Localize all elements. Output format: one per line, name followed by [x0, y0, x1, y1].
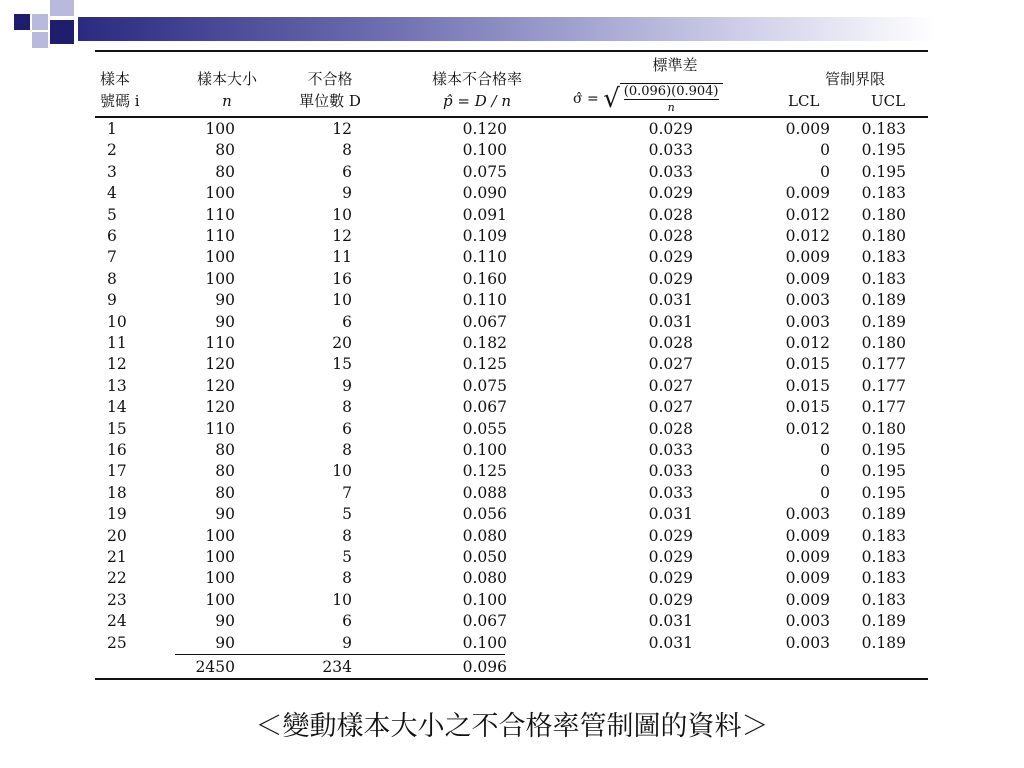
- cell-defects: 5: [342, 505, 352, 524]
- header-defect-rate: 樣本不合格率 p̂ = D / n: [431, 70, 522, 110]
- cell-sample-size: 100: [205, 526, 235, 545]
- cell-std-dev: 0.031: [648, 312, 693, 331]
- cell-defect-rate: 0.110: [462, 291, 507, 310]
- cell-sample-size: 100: [205, 548, 235, 566]
- deco-square-5: [50, 20, 74, 44]
- cell-std-dev: 0.033: [648, 162, 693, 181]
- table-row: [95, 591, 928, 613]
- cell-lcl: 0.009: [785, 526, 830, 545]
- cell-ucl: 0.195: [861, 483, 906, 502]
- totals-rule: [175, 654, 505, 655]
- cell-std-dev: 0.033: [648, 483, 693, 502]
- cell-lcl: 0: [820, 462, 830, 481]
- cell-sample-size: 100: [205, 269, 235, 288]
- cell-defects: 8: [342, 141, 352, 160]
- cell-sample-no: 5: [107, 205, 117, 224]
- deco-square-2: [32, 14, 48, 30]
- cell-std-dev: 0.029: [648, 184, 693, 203]
- cell-ucl: 0.183: [861, 269, 906, 288]
- cell-sample-no: 23: [107, 590, 127, 609]
- table-row: [95, 163, 928, 185]
- cell-lcl: 0.003: [785, 612, 830, 631]
- header-std-title: 標準差: [652, 56, 698, 74]
- cell-sample-no: 4: [107, 184, 117, 203]
- cell-sample-no: 2: [107, 141, 117, 160]
- cell-std-dev: 0.028: [648, 334, 693, 352]
- cell-lcl: 0: [820, 141, 830, 160]
- table-row: [95, 334, 928, 356]
- cell-std-dev: 0.028: [648, 205, 693, 224]
- table-row: [95, 355, 928, 377]
- cell-sample-no: 11: [107, 334, 127, 352]
- cell-sample-no: 14: [107, 398, 127, 417]
- cell-std-dev: 0.031: [648, 505, 693, 524]
- cell-sample-no: 10: [107, 312, 127, 331]
- cell-ucl: 0.183: [861, 569, 906, 588]
- cell-ucl: 0.195: [861, 141, 906, 160]
- cell-std-dev: 0.027: [648, 398, 693, 417]
- cell-sample-no: 7: [107, 248, 117, 267]
- deco-square-4: [32, 32, 48, 48]
- table-row: [95, 270, 928, 292]
- cell-sample-size: 120: [205, 355, 235, 374]
- cell-defect-rate: 0.075: [462, 376, 507, 395]
- cell-sample-size: 80: [215, 462, 235, 481]
- cell-defect-rate: 0.050: [462, 548, 507, 566]
- cell-ucl: 0.183: [861, 526, 906, 545]
- cell-ucl: 0.180: [861, 419, 906, 438]
- cell-lcl: 0: [820, 441, 830, 459]
- cell-sample-no: 19: [107, 505, 127, 524]
- cell-sample-size: 80: [215, 141, 235, 160]
- cell-defect-rate: 0.125: [462, 462, 507, 481]
- cell-lcl: 0.003: [785, 291, 830, 310]
- cell-defect-rate: 0.182: [462, 334, 507, 352]
- table-row: [95, 548, 928, 570]
- cell-lcl: 0: [820, 483, 830, 502]
- cell-sample-size: 90: [215, 633, 235, 652]
- cell-defect-rate: 0.067: [462, 398, 507, 417]
- cell-sample-no: 12: [107, 355, 127, 374]
- cell-ucl: 0.189: [861, 291, 906, 310]
- header-bottom-rule: [95, 116, 928, 118]
- cell-lcl: 0.009: [785, 120, 830, 138]
- table-row: [95, 527, 928, 549]
- header-std-formula: σ̂ = √ $\frac{(0.096)(0.904)}{n}$: [573, 83, 723, 115]
- cell-defects: 8: [342, 441, 352, 459]
- cell-defect-rate: 0.067: [462, 312, 507, 331]
- cell-sample-size: 90: [215, 291, 235, 310]
- cell-sample-no: 17: [107, 462, 127, 481]
- table-row: [95, 120, 928, 142]
- cell-ucl: 0.183: [861, 184, 906, 203]
- table-bottom-rule: [95, 678, 928, 680]
- cell-defects: 9: [342, 376, 352, 395]
- cell-defects: 15: [332, 355, 352, 374]
- table-row: [95, 462, 928, 484]
- cell-defect-rate: 0.088: [462, 483, 507, 502]
- slide-caption: ＜變動樣本大小之不合格率管制圖的資料＞: [255, 711, 769, 742]
- cell-sample-size: 110: [205, 227, 235, 245]
- cell-defects: 10: [332, 291, 352, 310]
- cell-sample-size: 110: [205, 334, 235, 352]
- cell-defects: 20: [332, 334, 352, 352]
- cell-sample-size: 100: [205, 569, 235, 588]
- cell-std-dev: 0.031: [648, 612, 693, 631]
- total-defect-rate: 0.096: [462, 658, 507, 676]
- cell-sample-size: 100: [205, 248, 235, 267]
- cell-ucl: 0.195: [861, 462, 906, 481]
- cell-sample-no: 3: [107, 162, 117, 181]
- header-control-limits: 管制界限: [824, 70, 885, 88]
- cell-defects: 9: [342, 184, 352, 203]
- table-row: [95, 141, 928, 163]
- cell-ucl: 0.177: [861, 398, 906, 417]
- cell-defect-rate: 0.120: [462, 120, 507, 138]
- cell-defects: 6: [342, 162, 352, 181]
- cell-lcl: 0.009: [785, 569, 830, 588]
- cell-ucl: 0.189: [861, 505, 906, 524]
- table-row: [95, 634, 928, 656]
- cell-sample-size: 80: [215, 162, 235, 181]
- table-top-rule: [95, 50, 928, 52]
- cell-defects: 6: [342, 419, 352, 438]
- cell-defect-rate: 0.125: [462, 355, 507, 374]
- cell-sample-size: 90: [215, 312, 235, 331]
- cell-defect-rate: 0.080: [462, 526, 507, 545]
- cell-lcl: 0.003: [785, 633, 830, 652]
- table-row: [95, 612, 928, 634]
- cell-sample-size: 80: [215, 483, 235, 502]
- cell-lcl: 0: [820, 162, 830, 181]
- cell-sample-no: 20: [107, 526, 127, 545]
- cell-defects: 10: [332, 462, 352, 481]
- cell-std-dev: 0.033: [648, 462, 693, 481]
- cell-defects: 16: [332, 269, 352, 288]
- cell-std-dev: 0.031: [648, 633, 693, 652]
- cell-ucl: 0.189: [861, 312, 906, 331]
- cell-ucl: 0.195: [861, 162, 906, 181]
- cell-std-dev: 0.033: [648, 441, 693, 459]
- cell-sample-size: 90: [215, 505, 235, 524]
- cell-sample-size: 110: [205, 205, 235, 224]
- cell-sample-no: 25: [107, 633, 127, 652]
- cell-sample-size: 110: [205, 419, 235, 438]
- table-row: [95, 505, 928, 527]
- cell-std-dev: 0.029: [648, 248, 693, 267]
- header-ucl: UCL: [871, 92, 906, 110]
- cell-std-dev: 0.029: [648, 590, 693, 609]
- cell-defects: 10: [332, 205, 352, 224]
- cell-std-dev: 0.029: [648, 526, 693, 545]
- cell-defect-rate: 0.100: [462, 441, 507, 459]
- cell-sample-no: 1: [107, 120, 117, 138]
- cell-sample-size: 100: [205, 184, 235, 203]
- cell-defect-rate: 0.100: [462, 141, 507, 160]
- cell-std-dev: 0.027: [648, 355, 693, 374]
- cell-std-dev: 0.027: [648, 376, 693, 395]
- cell-defects: 8: [342, 526, 352, 545]
- cell-defect-rate: 0.091: [462, 205, 507, 224]
- total-sample-size: 2450: [195, 658, 235, 676]
- cell-sample-no: 24: [107, 612, 127, 631]
- cell-defects: 5: [342, 548, 352, 566]
- cell-lcl: 0.012: [785, 227, 830, 245]
- cell-sample-size: 100: [205, 120, 235, 138]
- table-row: [95, 206, 928, 228]
- deco-square-1: [14, 14, 30, 30]
- cell-defects: 6: [342, 312, 352, 331]
- table-row: [95, 398, 928, 420]
- cell-ucl: 0.177: [861, 355, 906, 374]
- cell-sample-no: 8: [107, 269, 117, 288]
- cell-std-dev: 0.029: [648, 548, 693, 566]
- table-row: [95, 420, 928, 442]
- cell-defects: 8: [342, 398, 352, 417]
- table-row: [95, 227, 928, 249]
- cell-defect-rate: 0.160: [462, 269, 507, 288]
- table-row: [95, 484, 928, 506]
- cell-ucl: 0.189: [861, 633, 906, 652]
- cell-std-dev: 0.031: [648, 291, 693, 310]
- cell-std-dev: 0.033: [648, 141, 693, 160]
- cell-ucl: 0.183: [861, 590, 906, 609]
- cell-ucl: 0.180: [861, 205, 906, 224]
- cell-lcl: 0.003: [785, 505, 830, 524]
- cell-ucl: 0.177: [861, 376, 906, 395]
- cell-defects: 11: [332, 248, 352, 267]
- cell-ucl: 0.180: [861, 334, 906, 352]
- cell-sample-no: 6: [107, 227, 117, 245]
- cell-defects: 12: [332, 227, 352, 245]
- cell-defects: 7: [342, 483, 352, 502]
- cell-sample-no: 21: [107, 548, 127, 566]
- cell-defect-rate: 0.080: [462, 569, 507, 588]
- cell-sample-no: 16: [107, 441, 127, 459]
- cell-std-dev: 0.028: [648, 227, 693, 245]
- cell-sample-no: 15: [107, 419, 127, 438]
- cell-defect-rate: 0.100: [462, 633, 507, 652]
- cell-sample-no: 13: [107, 376, 127, 395]
- cell-defect-rate: 0.100: [462, 590, 507, 609]
- cell-defect-rate: 0.056: [462, 505, 507, 524]
- cell-ucl: 0.183: [861, 248, 906, 267]
- total-defects: 234: [322, 658, 352, 676]
- cell-lcl: 0.012: [785, 205, 830, 224]
- cell-defects: 8: [342, 569, 352, 588]
- cell-lcl: 0.015: [785, 398, 830, 417]
- table-row: [95, 569, 928, 591]
- totals-row: [95, 658, 928, 678]
- cell-defects: 12: [332, 120, 352, 138]
- cell-defects: 6: [342, 612, 352, 631]
- cell-defect-rate: 0.075: [462, 162, 507, 181]
- header-defects: 不合格 單位數 D: [299, 70, 361, 110]
- cell-ucl: 0.189: [861, 612, 906, 631]
- table-row: [95, 377, 928, 399]
- table-row: [95, 313, 928, 335]
- table-row: [95, 248, 928, 270]
- cell-defect-rate: 0.109: [462, 227, 507, 245]
- cell-lcl: 0.015: [785, 355, 830, 374]
- cell-ucl: 0.183: [861, 548, 906, 566]
- cell-defect-rate: 0.110: [462, 248, 507, 267]
- cell-std-dev: 0.029: [648, 569, 693, 588]
- cell-lcl: 0.009: [785, 184, 830, 203]
- cell-lcl: 0.009: [785, 548, 830, 566]
- title-gradient-bar: [78, 17, 936, 41]
- cell-defect-rate: 0.055: [462, 419, 507, 438]
- cell-sample-size: 80: [215, 441, 235, 459]
- cell-std-dev: 0.028: [648, 419, 693, 438]
- cell-defect-rate: 0.067: [462, 612, 507, 631]
- table-row: [95, 441, 928, 463]
- cell-defects: 10: [332, 590, 352, 609]
- table-row: [95, 184, 928, 206]
- cell-ucl: 0.180: [861, 227, 906, 245]
- table-row: [95, 291, 928, 313]
- cell-std-dev: 0.029: [648, 269, 693, 288]
- cell-lcl: 0.009: [785, 269, 830, 288]
- cell-sample-no: 18: [107, 483, 127, 502]
- cell-lcl: 0.012: [785, 419, 830, 438]
- cell-lcl: 0.003: [785, 312, 830, 331]
- cell-sample-size: 120: [205, 398, 235, 417]
- cell-ucl: 0.183: [861, 120, 906, 138]
- cell-std-dev: 0.029: [648, 120, 693, 138]
- cell-sample-size: 90: [215, 612, 235, 631]
- header-sample-no: 樣本 號碼 i: [100, 70, 140, 110]
- cell-ucl: 0.195: [861, 441, 906, 459]
- cell-lcl: 0.009: [785, 590, 830, 609]
- cell-sample-no: 22: [107, 569, 127, 588]
- cell-sample-size: 100: [205, 590, 235, 609]
- cell-sample-size: 120: [205, 376, 235, 395]
- header-sample-size: 樣本大小 n: [196, 70, 257, 110]
- cell-sample-no: 9: [107, 291, 117, 310]
- cell-defect-rate: 0.090: [462, 184, 507, 203]
- cell-lcl: 0.015: [785, 376, 830, 395]
- cell-lcl: 0.009: [785, 248, 830, 267]
- cell-lcl: 0.012: [785, 334, 830, 352]
- header-lcl: LCL: [788, 92, 820, 110]
- cell-defects: 9: [342, 633, 352, 652]
- deco-square-3: [50, 0, 74, 16]
